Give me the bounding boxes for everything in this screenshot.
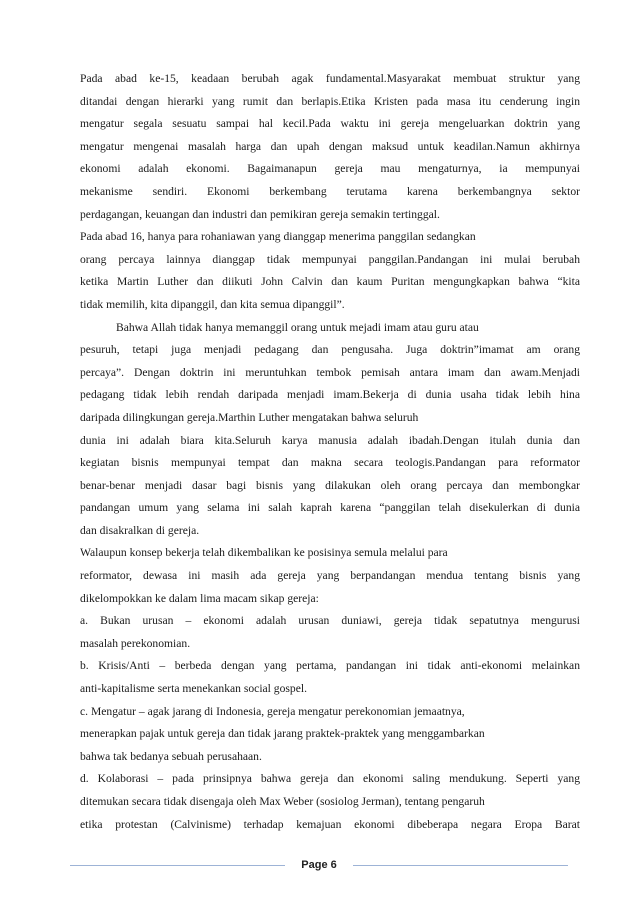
text-line: Walaupun konsep bekerja telah dikembalikan ke posisinya semula melalui para [80,546,448,560]
body-text [80,68,580,836]
text-line: Pada abad ke-15, keadaan berubah agak fundamental.Masyarakat membuat struktur yang [80,72,580,85]
text-line: Pada abad 16, hanya para rohaniawan yang dianggap menerima panggilan sedangkan [80,230,476,244]
page-number: Page 6 [301,859,337,871]
text-line: dan disakralkan di gereja. [80,523,200,537]
text-line: dunia ini adalah biara kita.Seluruh karya manusia adalah ibadah.Dengan itulah dunia dan [80,433,580,447]
text-line: dikelompokkan ke dalam lima macam sikap gereja: [80,591,319,605]
text-line: b. Krisis/Anti – berbeda dengan yang pertama, pandangan ini tidak anti-ekonomi melainkan [80,659,580,673]
text-line: menerapkan pajak untuk gereja dan tidak jarang praktek-praktek yang menggambarkan [80,727,485,741]
text-line: benar-benar menjadi dasar bagi bisnis yang dilakukan oleh orang percaya dan membongkar [80,478,580,492]
text-line: pesuruh, tetapi juga menjadi pedagang dan pengusaha. Juga doktrin”imamat am orang [80,343,580,357]
text-line: pandangan umum yang selama ini salah kaprah karena “panggilan telah disekulerkan di dunia [80,501,580,515]
text-line: perdagangan, keuangan dan industri dan pemikiran gereja semakin tertinggal. [80,207,440,221]
text-line: mekanisme sendiri. Ekonomi berkembang terutama karena berkembangnya sektor [80,184,580,198]
text-line: kegiatan bisnis mempunyai tempat dan makna secara teologis.Pandangan para reformator [80,456,580,470]
text-line: c. Mengatur – agak jarang di Indonesia, gereja mengatur perekonomian jemaatnya, [80,704,465,718]
footer-rule-left [70,865,285,866]
text-line: masalah perekonomian. [80,636,191,650]
text-line: ditemukan secara tidak disengaja oleh Max Weber (sosiolog Jerman), tentang pengaruh [80,795,485,808]
text-line: ketika Martin Luther dan diikuti John Calvin dan kaum Puritan mengungkapkan bahwa “kita [80,275,580,289]
text-line: percaya”. Dengan doktrin ini meruntuhkan tembok pemisah antara imam dan awam.Menjadi [80,365,580,379]
footer-rule-right [353,865,568,866]
text-line: bahwa tak bedanya sebuah perusahaan. [80,749,262,763]
text-line: daripada dilingkungan gereja.Marthin Luther mengatakan bahwa seluruh [80,410,419,424]
text-line: ekonomi adalah ekonomi. Bagaimanapun gereja mau mengaturnya, ia mempunyai [80,162,580,176]
text-line: pedagang tidak lebih rendah daripada menjadi imam.Bekerja di dunia usaha tidak lebih hina [80,388,580,402]
text-line: orang percaya lainnya dianggap tidak mempunyai panggilan.Pandangan ini mulai berubah [80,252,580,266]
page-footer [70,856,568,874]
text-line: anti-kapitalisme serta menekankan social gospel. [80,682,307,696]
text-line: mengatur mengenai masalah harga dan upah dengan maksud untuk keadilan.Namun akhirnya [80,139,580,153]
text-line: tidak memilih, kita dipanggil, dan kita semua dipanggil”. [80,297,345,311]
text-line: a. Bukan urusan – ekonomi adalah urusan duniawi, gereja tidak sepatutnya mengurusi [80,614,580,628]
text-line: d. Kolaborasi – pada prinsipnya bahwa gereja dan ekonomi saling mendukung. Seperti yang [80,772,580,786]
text-line: etika protestan (Calvinisme) terhadap kemajuan ekonomi dibeberapa negara Eropa Barat [80,817,580,831]
text-line: mengatur segala sesuatu sampai hal kecil.Pada waktu ini gereja mengeluarkan doktrin yang [80,117,580,131]
text-line: ditandai dengan hierarki yang rumit dan berlapis.Etika Kristen pada masa itu cenderung ingin [80,94,580,108]
text-line: Bahwa Allah tidak hanya memanggil orang untuk mejadi imam atau guru atau [116,320,479,334]
text-line: reformator, dewasa ini masih ada gereja yang berpandangan mendua tentang bisnis yang [80,569,580,583]
